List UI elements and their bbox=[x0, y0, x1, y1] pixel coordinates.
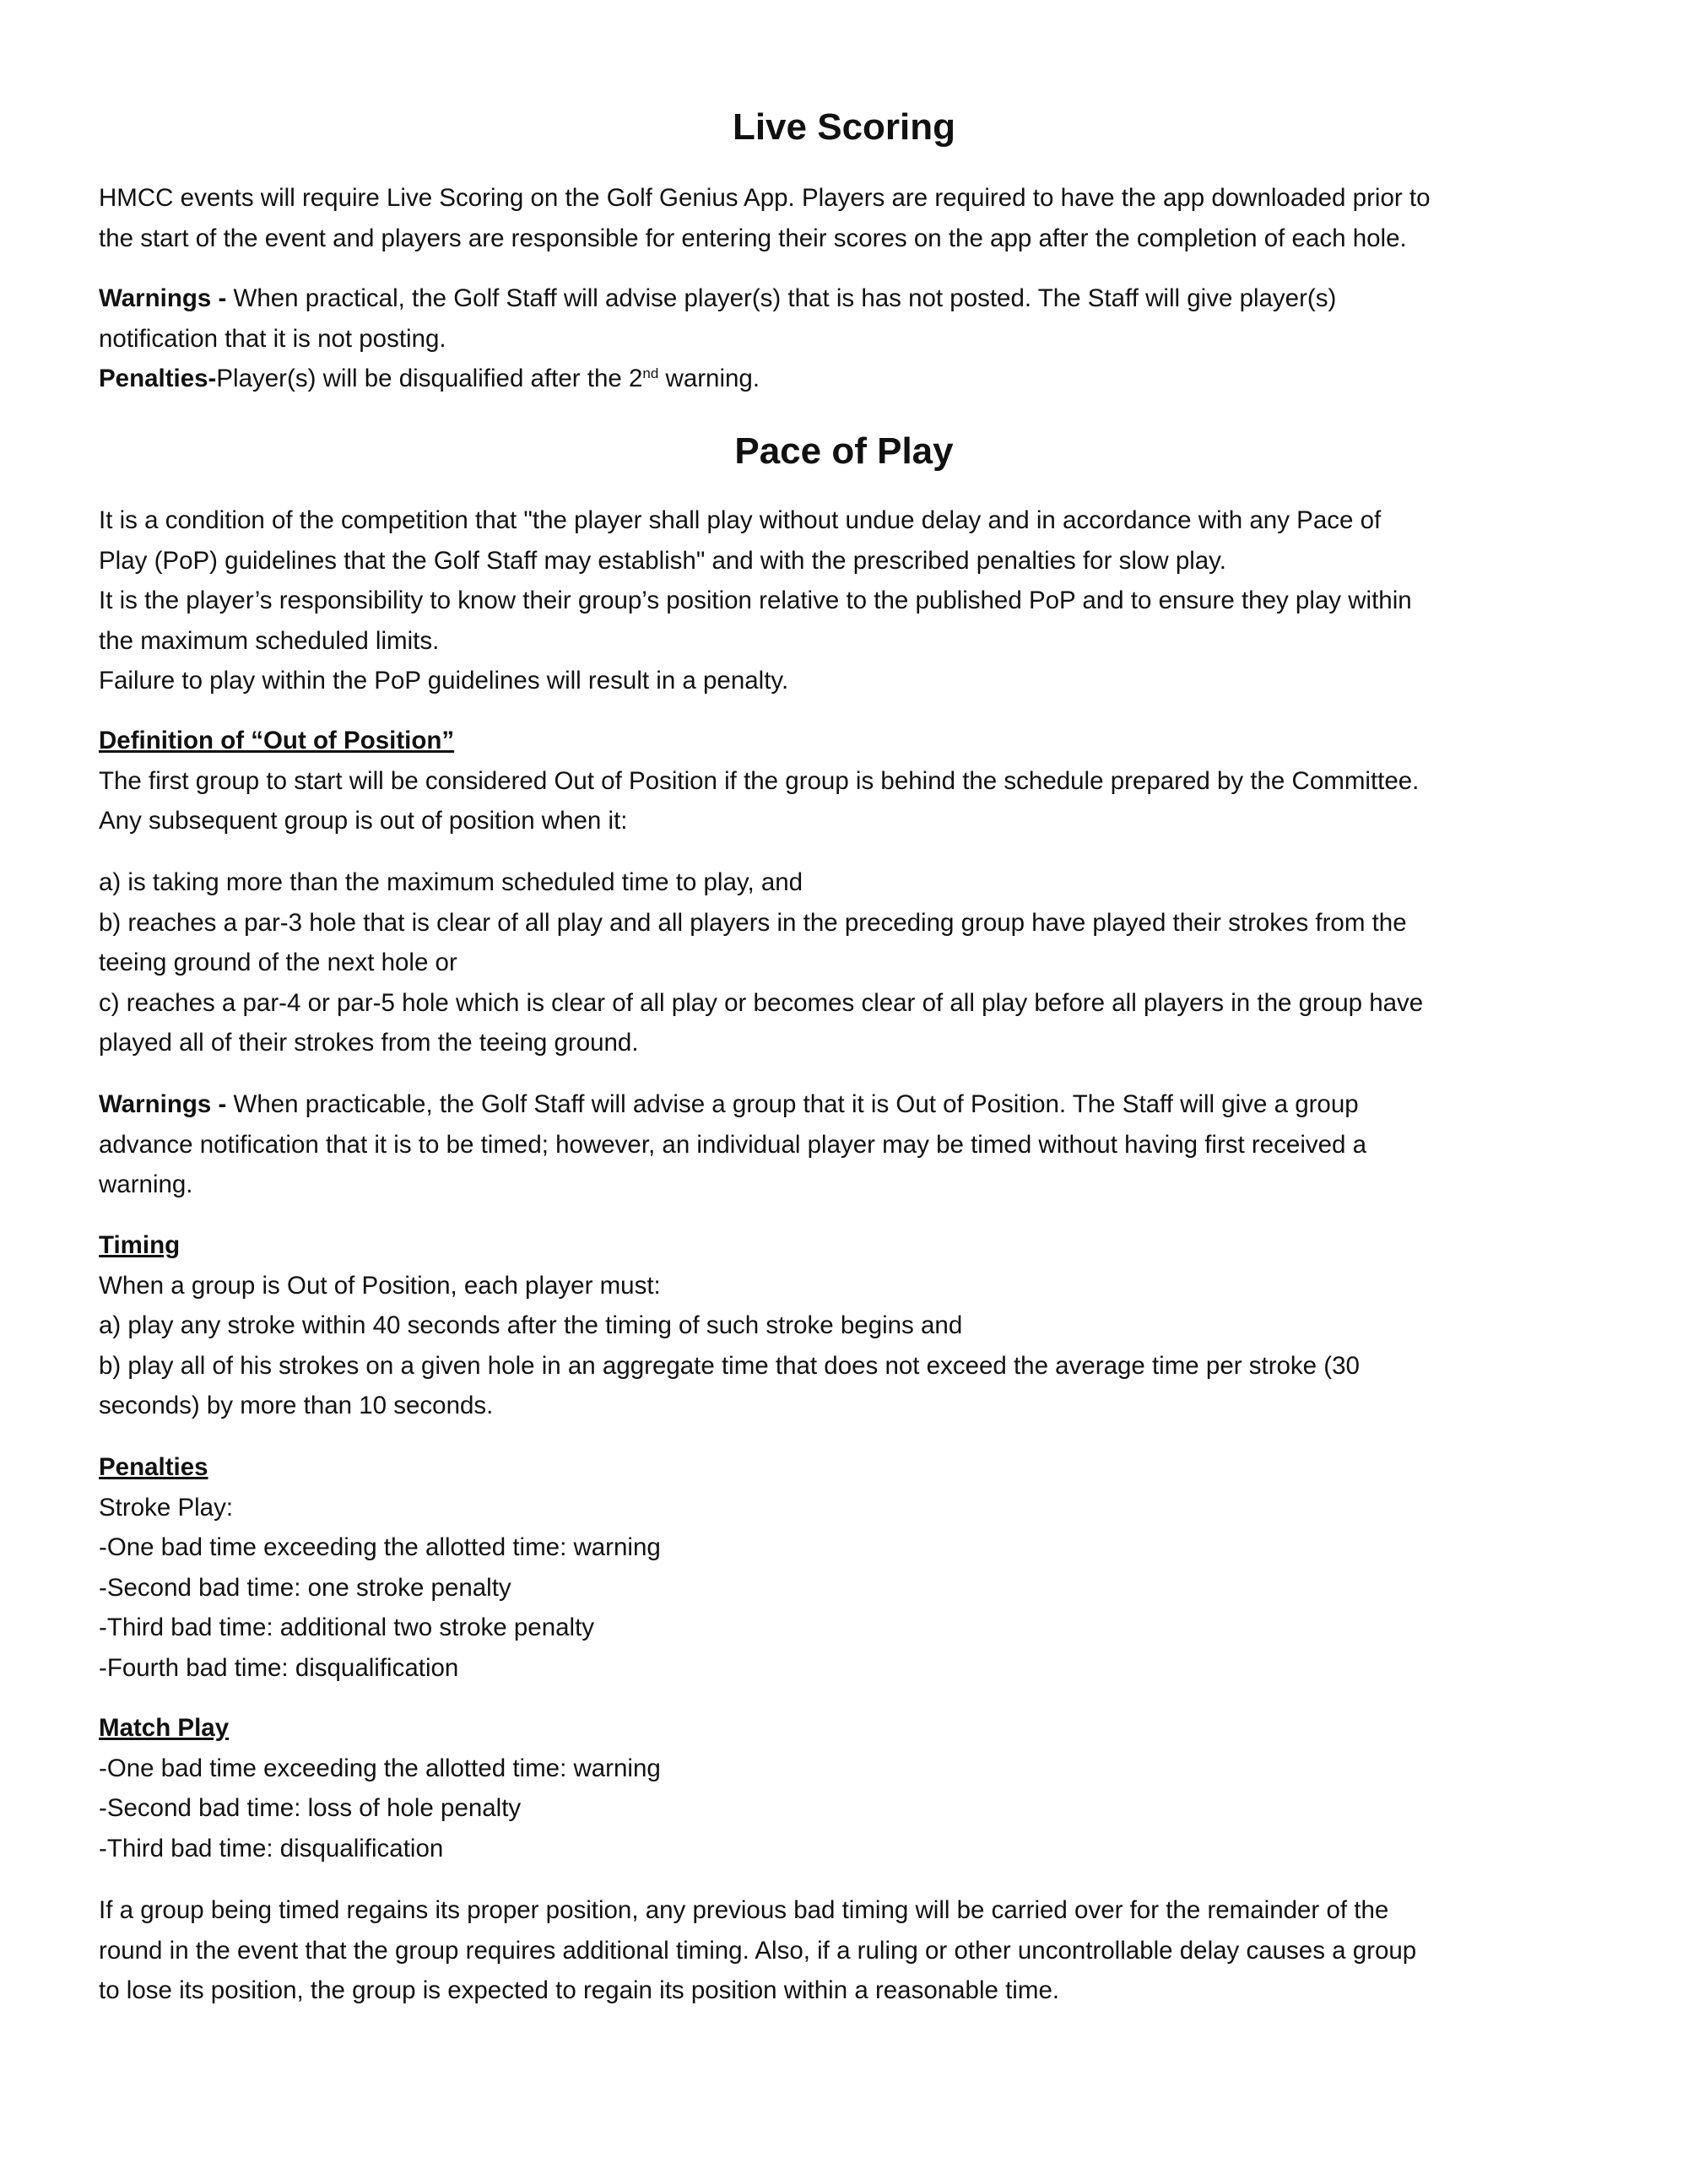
text-line: notification that it is not posting. bbox=[99, 324, 446, 353]
list-item: teeing ground of the next hole or bbox=[99, 949, 457, 977]
text-line: to lose its position, the group is expected to regain its position within a reasonable time. bbox=[99, 1976, 1060, 2005]
penalties-heading bbox=[99, 1447, 1618, 1488]
timing-section bbox=[99, 1225, 1618, 1426]
list-item: -One bad time exceeding the allotted time: warning bbox=[99, 1754, 661, 1782]
ordinal-suffix: nd bbox=[642, 365, 659, 382]
warnings-label: Warnings - bbox=[99, 284, 227, 312]
text-line: b) play all of his strokes on a given hole in an aggregate time that does not exceed the average time per stroke (30 bbox=[99, 1351, 1360, 1380]
text-line: Any subsequent group is out of position when it: bbox=[99, 807, 628, 835]
match-play-heading bbox=[99, 1708, 1618, 1749]
text-line: seconds) by more than 10 seconds. bbox=[99, 1392, 494, 1420]
text-line: When a group is Out of Position, each player must: bbox=[99, 1271, 661, 1300]
text-line: the maximum scheduled limits. bbox=[99, 626, 440, 655]
definition-section bbox=[99, 721, 1618, 841]
text-line: HMCC events will require Live Scoring on the Golf Genius App. Players are required to have the app downloaded prior to bbox=[99, 184, 1431, 212]
text-line bbox=[99, 1084, 1618, 1125]
text-line: the start of the event and players are responsible for entering their scores on the app after the completion of each hole. bbox=[99, 224, 1407, 252]
live-scoring-warnings bbox=[99, 278, 1618, 399]
live-scoring-title: Live Scoring bbox=[732, 106, 956, 148]
warnings-text: When practical, the Golf Staff will advise player(s) that is has not posted. The Staff will give player(s) bbox=[226, 284, 1337, 312]
heading-text: Penalties bbox=[99, 1453, 208, 1481]
live-scoring-intro bbox=[99, 178, 1618, 258]
text-line: If a group being timed regains its proper position, any previous bad timing will be carried over for the remainder of the bbox=[99, 1896, 1389, 1924]
definition-heading bbox=[99, 721, 1618, 761]
text-line: Failure to play within the PoP guidelines will result in a penalty. bbox=[99, 667, 789, 695]
text-line: It is the player’s responsibility to know their group’s position relative to the published PoP and to ensure they play within bbox=[99, 587, 1412, 615]
warnings-label: Warnings - bbox=[99, 1090, 227, 1118]
text-line: warning. bbox=[99, 1170, 193, 1199]
warnings-text: When practicable, the Golf Staff will advise a group that it is Out of Position. The Staff will give a group bbox=[226, 1090, 1359, 1118]
heading-text: Definition of “Out of Position” bbox=[99, 727, 455, 754]
text-line: The first group to start will be considered Out of Position if the group is behind the schedule prepared by the Committee. bbox=[99, 766, 1420, 795]
text-line: It is a condition of the competition that "the player shall play without undue delay and in accordance with any Pace of bbox=[99, 506, 1382, 534]
text-line: Stroke Play: bbox=[99, 1493, 234, 1522]
heading-text: Match Play bbox=[99, 1714, 230, 1742]
list-item: b) reaches a par-3 hole that is clear of all play and all players in the preceding group have played their strokes from the bbox=[99, 908, 1407, 937]
list-item: -Third bad time: additional two stroke penalty bbox=[99, 1614, 595, 1642]
heading-text: Timing bbox=[99, 1231, 181, 1259]
text-line: round in the event that the group requires additional timing. Also, if a ruling or other uncontrollable delay causes a group bbox=[99, 1936, 1417, 1965]
pop-warnings bbox=[99, 1084, 1618, 1205]
text-line: a) play any stroke within 40 seconds after the timing of such stroke begins and bbox=[99, 1311, 963, 1340]
penalties-section bbox=[99, 1447, 1618, 1689]
text-line bbox=[99, 359, 1618, 399]
list-item: -Fourth bad time: disqualification bbox=[99, 1653, 459, 1682]
conditions-list bbox=[99, 862, 1618, 1063]
penalties-label: Penalties- bbox=[99, 365, 217, 393]
closing-paragraph bbox=[99, 1890, 1618, 2011]
penalties-text: Player(s) will be disqualified after the 2 bbox=[216, 365, 643, 393]
match-play-section bbox=[99, 1708, 1618, 1868]
list-item: -Second bad time: one stroke penalty bbox=[99, 1573, 511, 1602]
list-item: -One bad time exceeding the allotted time: warning bbox=[99, 1533, 661, 1562]
text-line: Play (PoP) guidelines that the Golf Staff may establish" and with the prescribed penalties for slow play. bbox=[99, 546, 1226, 575]
list-item: -Third bad time: disqualification bbox=[99, 1834, 444, 1862]
list-item: c) reaches a par-4 or par-5 hole which is clear of all play or becomes clear of all play before all players in the group have bbox=[99, 988, 1424, 1017]
list-item: a) is taking more than the maximum scheduled time to play, and bbox=[99, 868, 803, 896]
penalties-end: warning. bbox=[658, 365, 760, 393]
text-line: advance notification that it is to be timed; however, an individual player may be timed without having first received a bbox=[99, 1130, 1367, 1159]
pace-of-play-title: Pace of Play bbox=[734, 430, 954, 472]
pace-of-play-intro bbox=[99, 500, 1618, 701]
list-item: played all of their strokes from the teeing ground. bbox=[99, 1029, 639, 1057]
text-line bbox=[99, 278, 1618, 319]
list-item: -Second bad time: loss of hole penalty bbox=[99, 1794, 522, 1823]
timing-heading bbox=[99, 1225, 1618, 1266]
